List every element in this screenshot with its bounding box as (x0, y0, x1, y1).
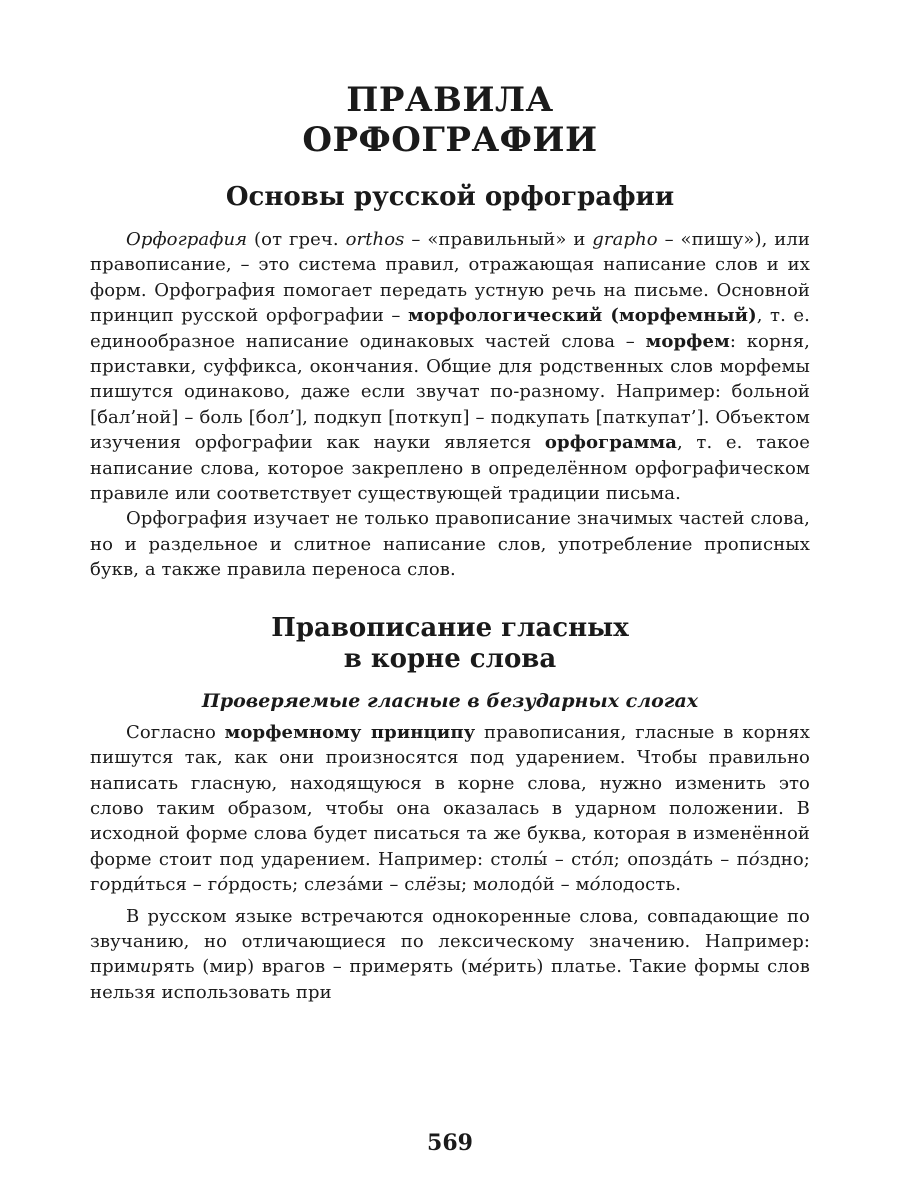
paragraph-homonymous-roots (90, 904, 810, 1006)
italic-term: о́ (748, 848, 760, 870)
text-run: рдость; сл (228, 874, 326, 896)
text-run: правописания, гласные в корнях пишутся так, как они произносятся под ударением. Чтобы правильно написать гласную, находящуюся в корне слова, нужно изменить это слово таким образом, чтобы она оказалась в ударном положении. В исходной форме слова будет писаться та же буква, которая в изменённой форме стоит под ударением. Например: ст (90, 721, 810, 870)
text-run: (от греч. (247, 229, 346, 250)
text-run: рить) платье. Такие формы слов нельзя использовать при (90, 956, 810, 1003)
section-title-basics: Основы русской орфографии (225, 182, 675, 212)
text-run: за́ми – сл (336, 874, 426, 896)
italic-term: о (99, 874, 111, 896)
chapter-title-line-1: ПРАВИЛА (346, 80, 554, 120)
italic-term: ё (425, 874, 437, 896)
italic-term: е́ (481, 956, 493, 978)
italic-term: orthos (345, 229, 405, 250)
bold-term: орфограмма (544, 432, 677, 454)
italic-term: и (139, 956, 152, 978)
text-run: : корня, приставки, суффикса, окончания. Общие для родственных слов морфемы пишутся одинаково, даже если звучат по-разному. Например: больной [бал’ной] – боль [бол’], подкуп [поткуп] – подкупать [паткупат’]. Объектом изучения орфографии как науки является (90, 330, 810, 454)
bold-term: морфологический (морфемный) (408, 305, 757, 327)
text-run: – «пишу»), или правописание, – это система правил, отражающая написание слов и их форм. Орфография помогает передать устную речь на письме. Основной принцип русской орфографии – (90, 229, 810, 327)
italic-term: е (325, 874, 337, 896)
chapter-title (90, 80, 810, 160)
text-run: л; оп (602, 848, 651, 870)
page-body (90, 80, 810, 1005)
text-run: рди́ться – г (110, 874, 218, 896)
bold-term: морфем (645, 330, 730, 352)
italic-term: grapho (592, 229, 658, 250)
text-run: – «правильный» и (404, 229, 593, 250)
page-number: 569 (427, 1130, 473, 1156)
paragraph-orthography-definition (90, 227, 810, 506)
italic-term: о (487, 874, 499, 896)
text-run: зда́ть – п (661, 848, 749, 870)
italic-term: е (399, 956, 411, 978)
text-run: лодость. (600, 874, 682, 896)
italic-term: о (650, 848, 662, 870)
italic-term: о́ (217, 874, 229, 896)
text-run: , т. е. единообразное написание одинаковых частей слова – (90, 305, 810, 352)
section-title-vowels-line-1: Правописание гласных (271, 612, 629, 643)
text-run: лы́ – ст (521, 848, 592, 870)
italic-term: Орфография (126, 229, 248, 250)
text-run: В русском языке встречаются однокоренные слова, совпадающие по звучанию, но отличающиеся по лексическому значению. Например: прим (90, 905, 810, 978)
italic-term: о (510, 848, 522, 870)
section-title-vowels-line-2: в корне слова (343, 643, 557, 674)
text-run: рять (м (410, 956, 482, 978)
text-run: Согласно (126, 721, 225, 743)
text-run: здно; г (90, 848, 810, 896)
section-title-vowels-in-root (90, 613, 810, 675)
paragraph-morphemic-principle (90, 720, 810, 898)
bold-term: морфемному принципу (224, 721, 476, 743)
text-run: , т. е. такое написание слова, которое закреплено в определённом орфографическом правиле или соответствует существующей традиции письма. (90, 432, 810, 505)
subsection-title-checked-vowels: Проверяемые гласные в безударных слогах (201, 689, 699, 712)
paragraph-orthography-scope: Орфография изучает не только правописание значимых частей слова, но и раздельное и слитное написание слов, употребление прописных букв, а также правила переноса слов. (90, 508, 810, 581)
text-run: рять (мир) врагов – прим (151, 956, 400, 978)
italic-term: о́ (589, 874, 601, 896)
italic-term: о́ (591, 848, 603, 870)
chapter-title-line-2: ОРФОГРАФИИ (302, 120, 598, 160)
text-run: зы; м (436, 874, 488, 896)
text-run: лодо́й – м (498, 874, 590, 896)
